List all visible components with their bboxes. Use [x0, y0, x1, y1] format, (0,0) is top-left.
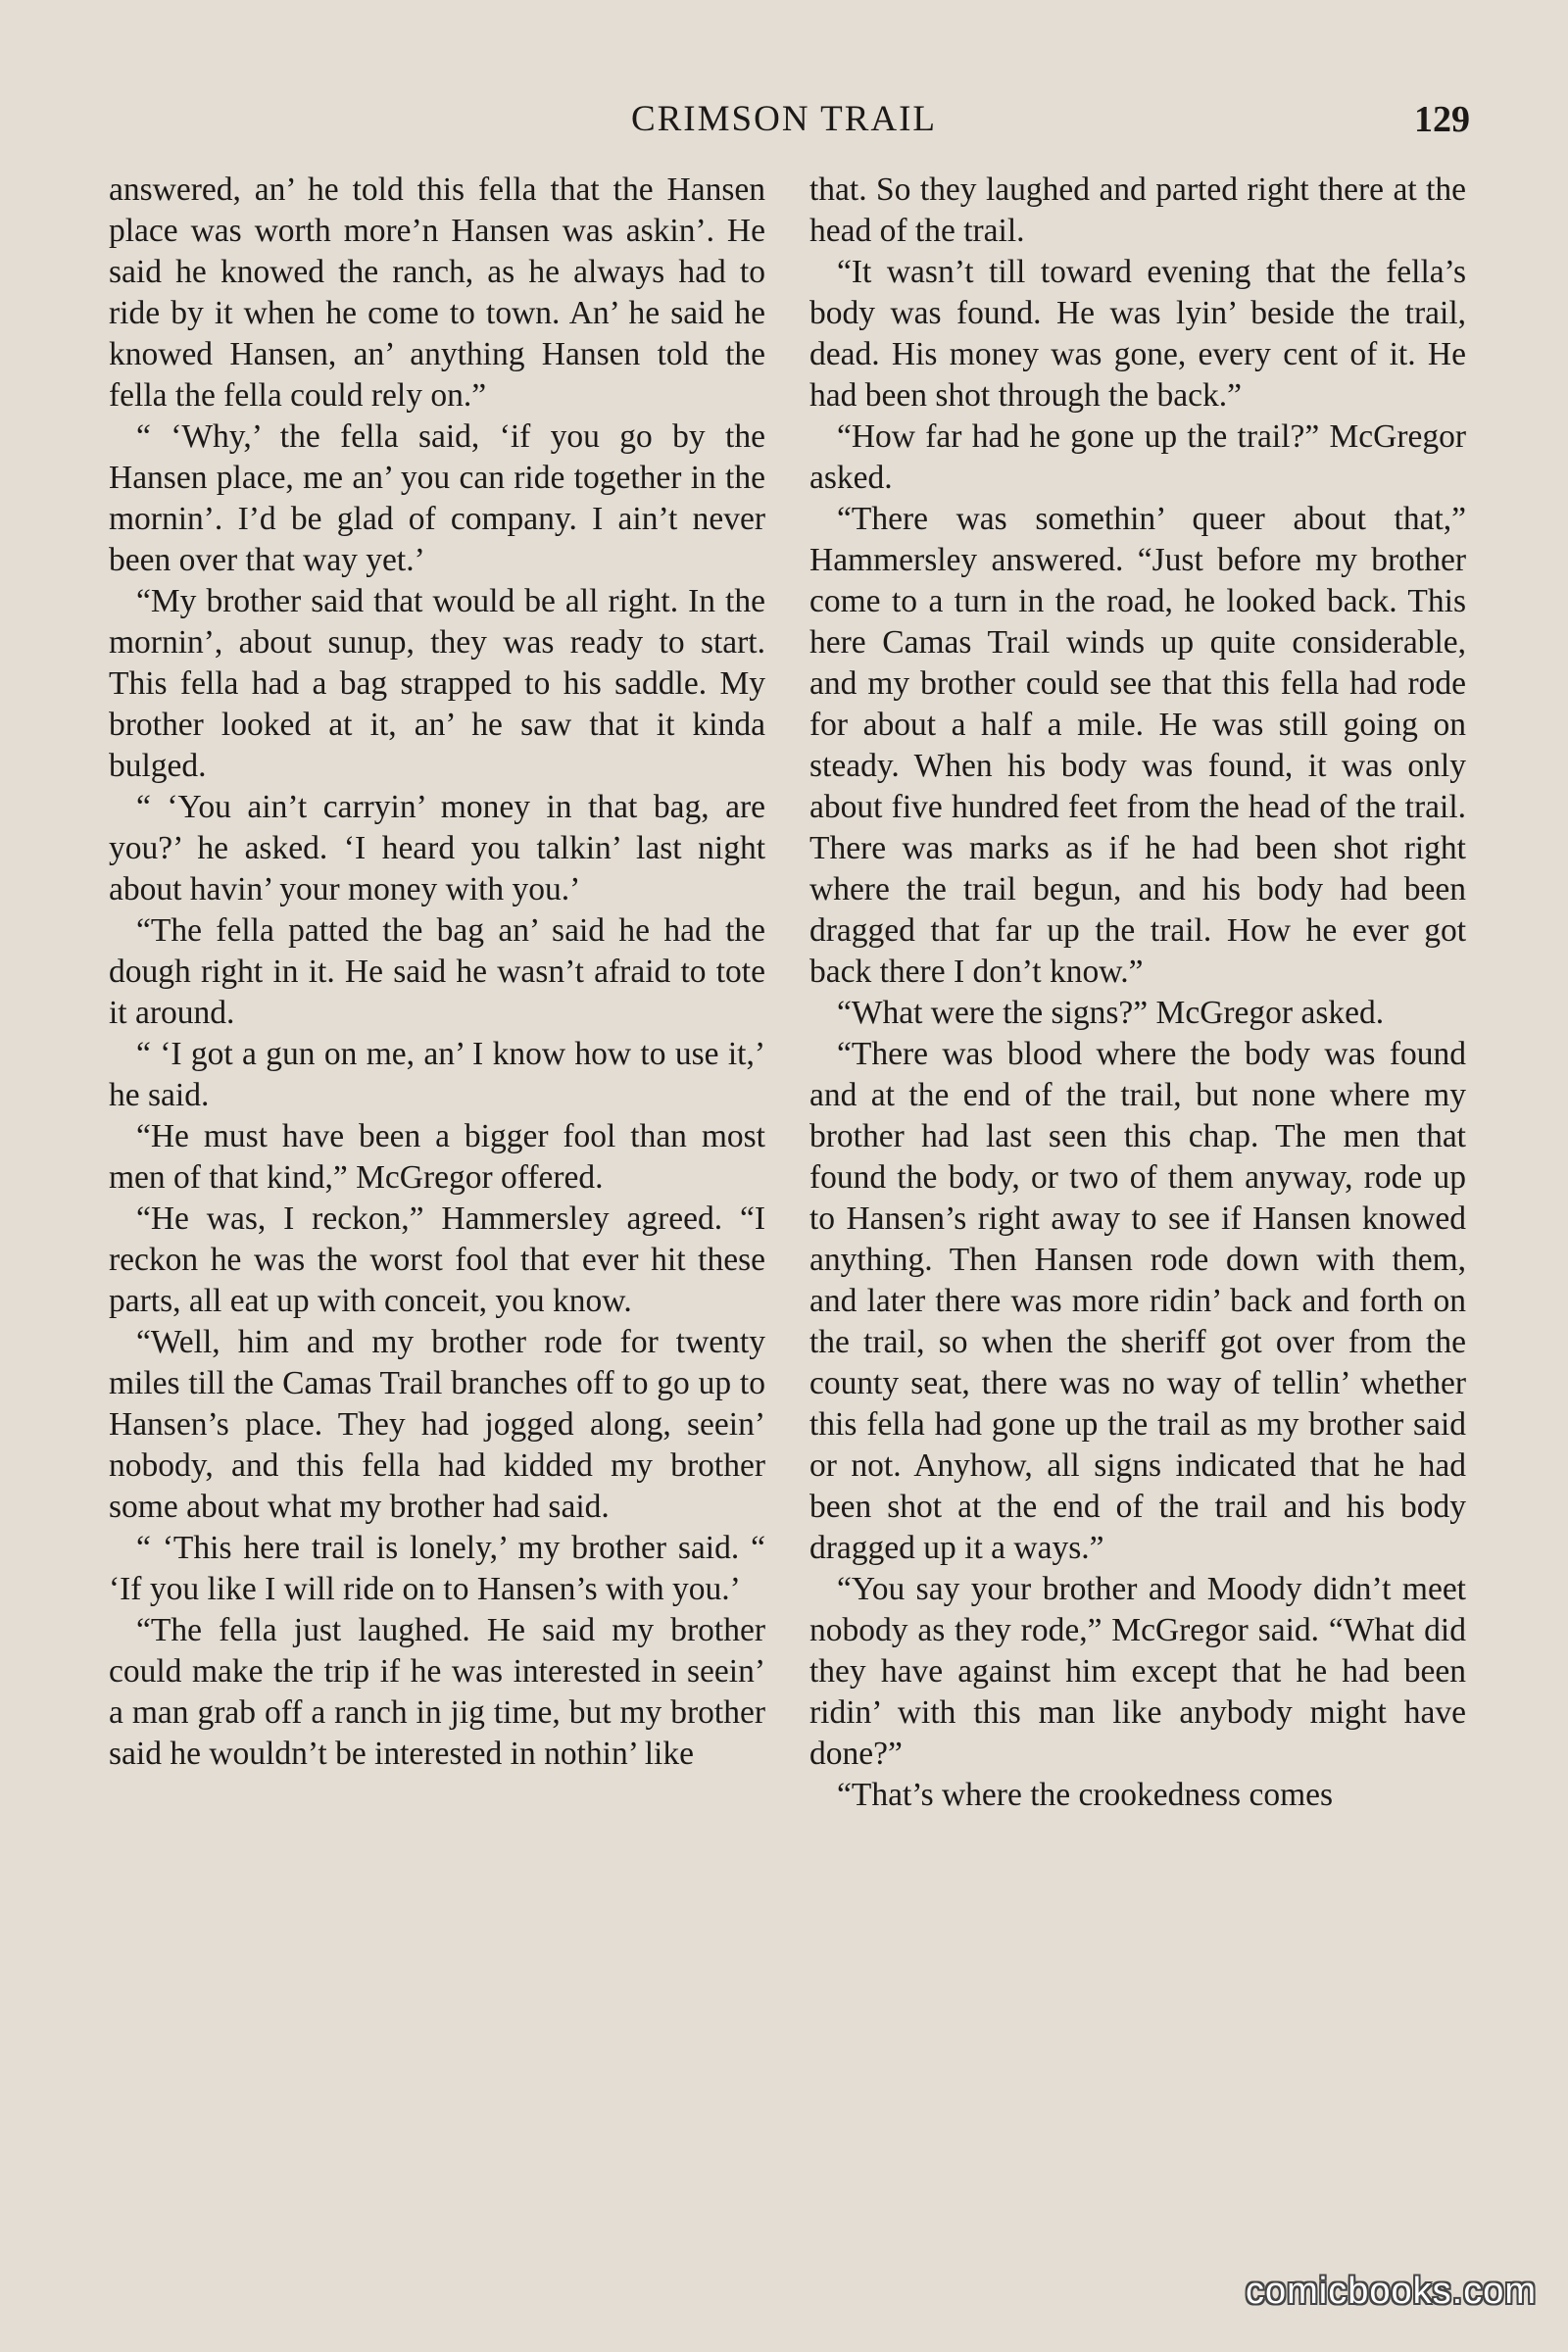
paragraph: “That’s where the crookedness comes: [837, 1777, 1334, 1813]
paragraph: “There was somethin’ queer about that,” Hammersley answered. “Just before my brother come to a turn in the road, he looked back. This here Camas Trail winds up quite considerable, and my brother could see that this fella had rode for about a half a mile. He was still going on steady. When his body was found, it was only about five hundred feet from the head of the trail. There was marks as if he had been shot right where the trail begun, and his body had been dragged that far up the trail. How he ever got back there I don’t know.”: [809, 501, 1466, 990]
paragraph: “Well, him and my brother rode for twenty miles till the Camas Trail branches off to go up to Hansen’s place. They had jogged along, seein’ nobody, and this fella had kidded my brother some about what my brother had said.: [109, 1324, 765, 1525]
paragraph: answered, an’ he told this fella that the Hansen place was worth more’n Hansen was askin’. He said he knowed the ranch, as he always had to ride by it when he come to town. An’ he said he knowed Hansen, an’ anything Hansen told the fella the fella could rely on.”: [109, 172, 765, 414]
paragraph: “My brother said that would be all right. In the mornin’, about sunup, they was ready to start. This fella had a bag strapped to his saddle. My brother looked at it, an’ he saw that it kinda bulged.: [109, 583, 765, 784]
paragraph: “ ‘You ain’t carryin’ money in that bag, are you?’ he asked. ‘I heard you talkin’ last night about havin’ your money with you.’: [109, 789, 765, 907]
paragraph: “You say your brother and Moody didn’t meet nobody as they rode,” McGregor said. “What did they have against him except that he had been ridin’ with this man like anybody might have done?”: [809, 1571, 1466, 1772]
left-column: [109, 170, 765, 1775]
running-head: [0, 94, 1568, 145]
running-title: CRIMSON TRAIL: [630, 99, 938, 139]
paragraph: “He must have been a bigger fool than most men of that kind,” McGregor offered.: [109, 1118, 765, 1196]
paragraph: “ ‘This here trail is lonely,’ my brother said. “ ‘If you like I will ride on to Hansen’s with you.’: [109, 1530, 765, 1607]
watermark-logo: comicbooks.com: [1246, 2271, 1537, 2312]
right-column: [809, 170, 1466, 1816]
paragraph: “How far had he gone up the trail?” McGregor asked.: [809, 418, 1466, 496]
paragraph: “ ‘I got a gun on me, an’ I know how to use it,’ he said.: [109, 1036, 765, 1113]
paragraph: “He was, I reckon,” Hammersley agreed. “I reckon he was the worst fool that ever hit these parts, all eat up with conceit, you know.: [109, 1200, 765, 1319]
paragraph: “It wasn’t till toward evening that the fella’s body was found. He was lyin’ beside the trail, dead. His money was gone, every cent of it. He had been shot through the back.”: [809, 254, 1466, 414]
paragraph: that. So they laughed and parted right there at the head of the trail.: [809, 172, 1466, 249]
paragraph: “There was blood where the body was found and at the end of the trail, but none where my brother had last seen this chap. The men that found the body, or two of them anyway, rode up to Hansen’s right away to see if Hansen knowed anything. Then Hansen rode down with them, and later there was more ridin’ back and forth on the trail, so when the sheriff got over from the county seat, there was no way of tellin’ whether this fella had gone up the trail as my brother said or not. Anyhow, all signs indicated that he had been shot at the end of the trail and his body dragged up it a ways.”: [809, 1036, 1466, 1566]
paragraph: “The fella just laughed. He said my brother could make the trip if he was interested in seein’ a man grab off a ranch in jig time, but my brother said he wouldn’t be interested in nothin’ like: [109, 1612, 765, 1772]
paragraph: “The fella patted the bag an’ said he had the dough right in it. He said he wasn’t afraid to tote it around.: [109, 912, 765, 1031]
page-number: 129: [1414, 99, 1470, 140]
paragraph: “What were the signs?” McGregor asked.: [837, 995, 1385, 1031]
paragraph: “ ‘Why,’ the fella said, ‘if you go by the Hansen place, me an’ you can ride together in the mornin’. I’d be glad of company. I ain’t never been over that way yet.’: [109, 418, 765, 578]
